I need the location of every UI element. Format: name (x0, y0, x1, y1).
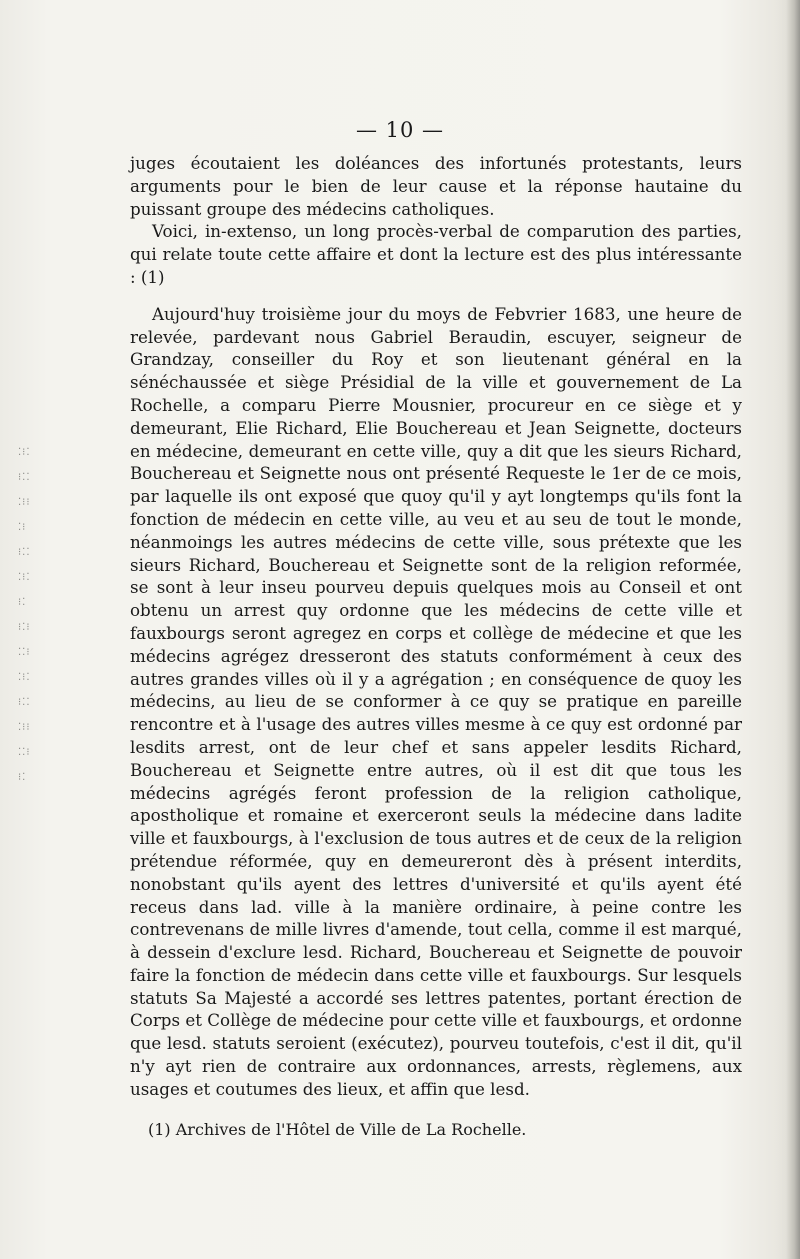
paragraph: Voici, in-extenso, un long procès-verbal de comparution des parties, qui relate toute cette affaire et dont la lecture est des plus intéressante : (1) (130, 221, 742, 287)
page-number: — 10 — (355, 118, 445, 142)
footnote: (1) Archives de l'Hôtel de Ville de La Rochelle. (148, 1120, 527, 1139)
page-edge-shadow (786, 0, 800, 1259)
paragraph: Aujourd'huy troisième jour du moys de Febvrier 1683, une heure de relevée, pardevant nous Gabriel Beraudin, escuyer, seigneur de Grandzay, conseiller du Roy et son lieutenant général en la sénéchaussée et siège Présidial de la ville et gouvernement de La Rochelle, a comparu Pierre Mousnier, procureur en ce siège et y demeurant, Elie Richard, Elie Bouchereau et Jean Seignette, docteurs en médecine, demeurant en cette ville, quy a dit que les sieurs Richard, Bouchereau et Seignette nous ont présenté Requeste le 1er de ce mois, par laquelle ils ont exposé que quoy qu'il y ayt longtemps qu'ils font la fonction de médecin en cette ville, au veu et au seu de tout le monde, néanmoings les autres médecins de cette ville, sous prétexte que les sieurs Richard, Bouchereau et Seignette sont de la religion reformée, se sont à leur inseu pourveu depuis quelques mois au Conseil et ont obtenu un arrest quy ordonne que les médecins de cette ville et fauxbourgs seront agregez en corps et collège de médecine et que les médecins agrégez dresseront des statuts conformément à ceux des autres grandes villes où il y a agrégation ; en conséquence de quoy les médecins, au lieu de se conformer à ce quy se pratique en pareille rencontre et à l'usage des autres villes mesme à ce quy est ordonné par lesdits arrest, ont de leur chef et sans appeler lesdits Richard, Bouchereau et Seignette entre autres, où il est dit que tous les médecins agrégés feront profession de la religion catholique, apostholique et romaine et exerceront seuls la médecine dans ladite ville et fauxbourgs, à l'exclusion de tous autres et de ceux de la religion prétendue réformée, quy en demeureront dès à présent interdits, nonobstant qu'ils ayent des lettres d'université et qu'ils ayent été receus dans lad. ville à la manière ordinaire, à peine contre les contrevenans de mille livres d'amende, tout cella, comme il est marqué, à dessein d'exclure lesd. Richard, Bouchereau et Seignette de pouvoir faire la fonction de médecin dans cette ville et fauxbourgs. Sur lesquels statuts Sa Majesté a accordé ses lettres patentes, portant érection de Corps et Collège de médecine pour cette ville et fauxbourgs, et ordonne que lesd. statuts seroient (exécutez), pourveu toutefois, c'est il dit, qu'il n'y ayt rien de contraire aux ordonnances, arrests, règlemens, aux usages et coutumes des lieux, et affin que lesd. (130, 303, 742, 1099)
paragraph: juges écoutaient les doléances des infortunés protestants, leurs arguments pour le bien de leur cause et la réponse hautaine du puissant groupe des médecins catholiques. (130, 153, 742, 219)
bleed-through-marks: ⁚⁝⁚ ⁝⁚⁚ ⁚⁝⁝ ⁚⁝ ⁝⁚⁚ ⁚⁝⁚ ⁝⁚ ⁝⁚⁝ ⁚⁚⁝ ⁚⁝⁚ ⁝⁚⁚ ⁚⁝⁝ ⁚⁚⁝ ⁝⁚ (18, 447, 31, 783)
document-body (130, 152, 742, 1101)
